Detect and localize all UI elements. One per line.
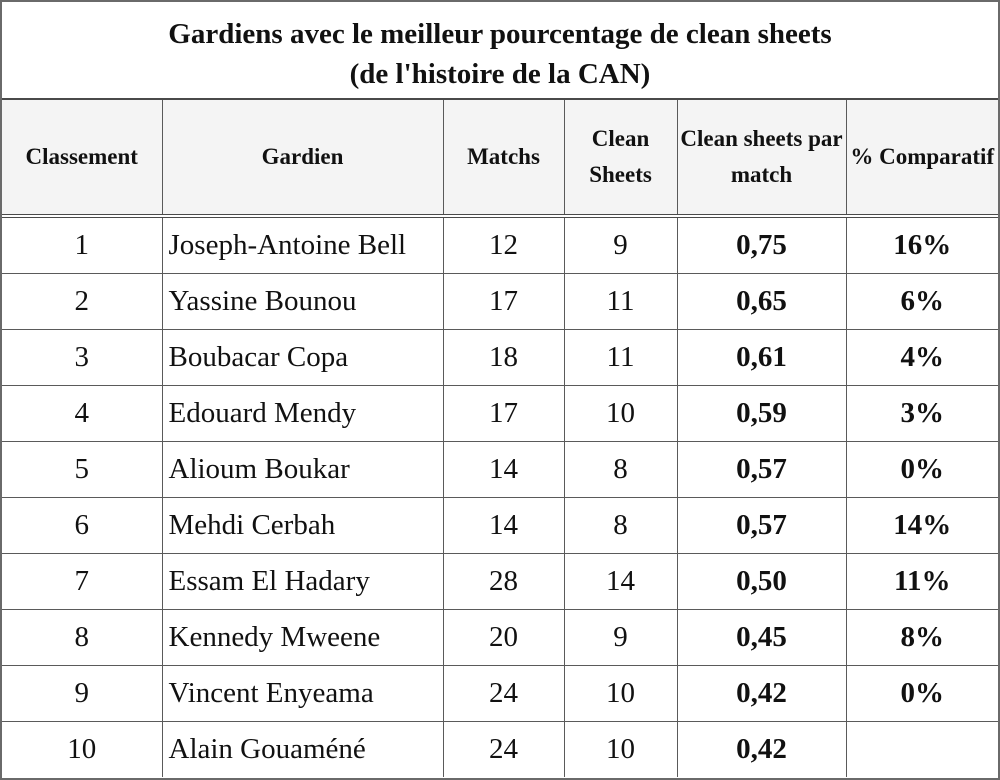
cell-clean-sheets: 11 (564, 274, 677, 330)
cell-goalkeeper: Essam El Hadary (162, 554, 443, 610)
cell-rank: 1 (2, 216, 162, 274)
cell-per-match: 0,42 (677, 722, 846, 778)
cell-per-match: 0,61 (677, 330, 846, 386)
cell-goalkeeper: Alioum Boukar (162, 442, 443, 498)
cell-clean-sheets: 10 (564, 386, 677, 442)
cell-clean-sheets: 10 (564, 666, 677, 722)
cell-matches: 14 (443, 442, 564, 498)
table-row (2, 498, 998, 554)
cell-per-match: 0,45 (677, 610, 846, 666)
cell-goalkeeper: Mehdi Cerbah (162, 498, 443, 554)
cell-clean-sheets: 9 (564, 216, 677, 274)
cell-per-match: 0,75 (677, 216, 846, 274)
header-classement: Classement (2, 100, 162, 216)
header-comparatif: % Comparatif (846, 100, 998, 216)
cell-comparatif: 6% (846, 274, 998, 330)
cell-clean-sheets: 8 (564, 498, 677, 554)
cell-clean-sheets: 9 (564, 610, 677, 666)
cell-per-match: 0,57 (677, 498, 846, 554)
table-row (2, 666, 998, 722)
cell-matches: 18 (443, 330, 564, 386)
cell-matches: 17 (443, 386, 564, 442)
cell-goalkeeper: Yassine Bounou (162, 274, 443, 330)
cell-goalkeeper: Boubacar Copa (162, 330, 443, 386)
cell-per-match: 0,42 (677, 666, 846, 722)
cell-comparatif: 8% (846, 610, 998, 666)
cell-rank: 4 (2, 386, 162, 442)
cell-comparatif: 14% (846, 498, 998, 554)
cell-matches: 28 (443, 554, 564, 610)
cell-clean-sheets: 8 (564, 442, 677, 498)
cell-comparatif (846, 722, 998, 778)
header-matchs: Matchs (443, 100, 564, 216)
cell-rank: 6 (2, 498, 162, 554)
cell-comparatif: 16% (846, 216, 998, 274)
table-row (2, 442, 998, 498)
cell-goalkeeper: Edouard Mendy (162, 386, 443, 442)
cell-matches: 20 (443, 610, 564, 666)
cell-comparatif: 0% (846, 666, 998, 722)
table-row (2, 610, 998, 666)
cell-rank: 10 (2, 722, 162, 778)
table-title (2, 2, 998, 100)
cell-rank: 8 (2, 610, 162, 666)
cell-comparatif: 11% (846, 554, 998, 610)
table-row (2, 216, 998, 274)
cell-goalkeeper: Vincent Enyeama (162, 666, 443, 722)
cell-per-match: 0,50 (677, 554, 846, 610)
cell-rank: 9 (2, 666, 162, 722)
cell-comparatif: 0% (846, 442, 998, 498)
cell-rank: 2 (2, 274, 162, 330)
title-line-2: (de l'histoire de la CAN) (349, 58, 651, 90)
table-row (2, 330, 998, 386)
cell-rank: 7 (2, 554, 162, 610)
cell-per-match: 0,59 (677, 386, 846, 442)
table-row (2, 274, 998, 330)
cell-per-match: 0,57 (677, 442, 846, 498)
table-row (2, 554, 998, 610)
goalkeepers-table (2, 100, 998, 777)
cell-goalkeeper: Kennedy Mweene (162, 610, 443, 666)
table-row (2, 722, 998, 778)
cell-rank: 3 (2, 330, 162, 386)
cell-clean-sheets: 10 (564, 722, 677, 778)
cell-goalkeeper: Alain Gouaméné (162, 722, 443, 778)
title-line-1: Gardiens avec le meilleur pourcentage de clean sheets (168, 18, 832, 50)
cell-matches: 24 (443, 722, 564, 778)
header-row (2, 100, 998, 216)
cell-clean-sheets: 14 (564, 554, 677, 610)
header-gardien: Gardien (162, 100, 443, 216)
table-row (2, 386, 998, 442)
cell-matches: 17 (443, 274, 564, 330)
cell-matches: 12 (443, 216, 564, 274)
cell-rank: 5 (2, 442, 162, 498)
cell-clean-sheets: 11 (564, 330, 677, 386)
header-clean-sheets: Clean Sheets (564, 100, 677, 216)
header-clean-sheets-par-match: Clean sheets par match (677, 100, 846, 216)
cell-comparatif: 3% (846, 386, 998, 442)
cell-per-match: 0,65 (677, 274, 846, 330)
cell-matches: 14 (443, 498, 564, 554)
cell-goalkeeper: Joseph-Antoine Bell (162, 216, 443, 274)
cell-matches: 24 (443, 666, 564, 722)
table-body (2, 216, 998, 777)
cell-comparatif: 4% (846, 330, 998, 386)
